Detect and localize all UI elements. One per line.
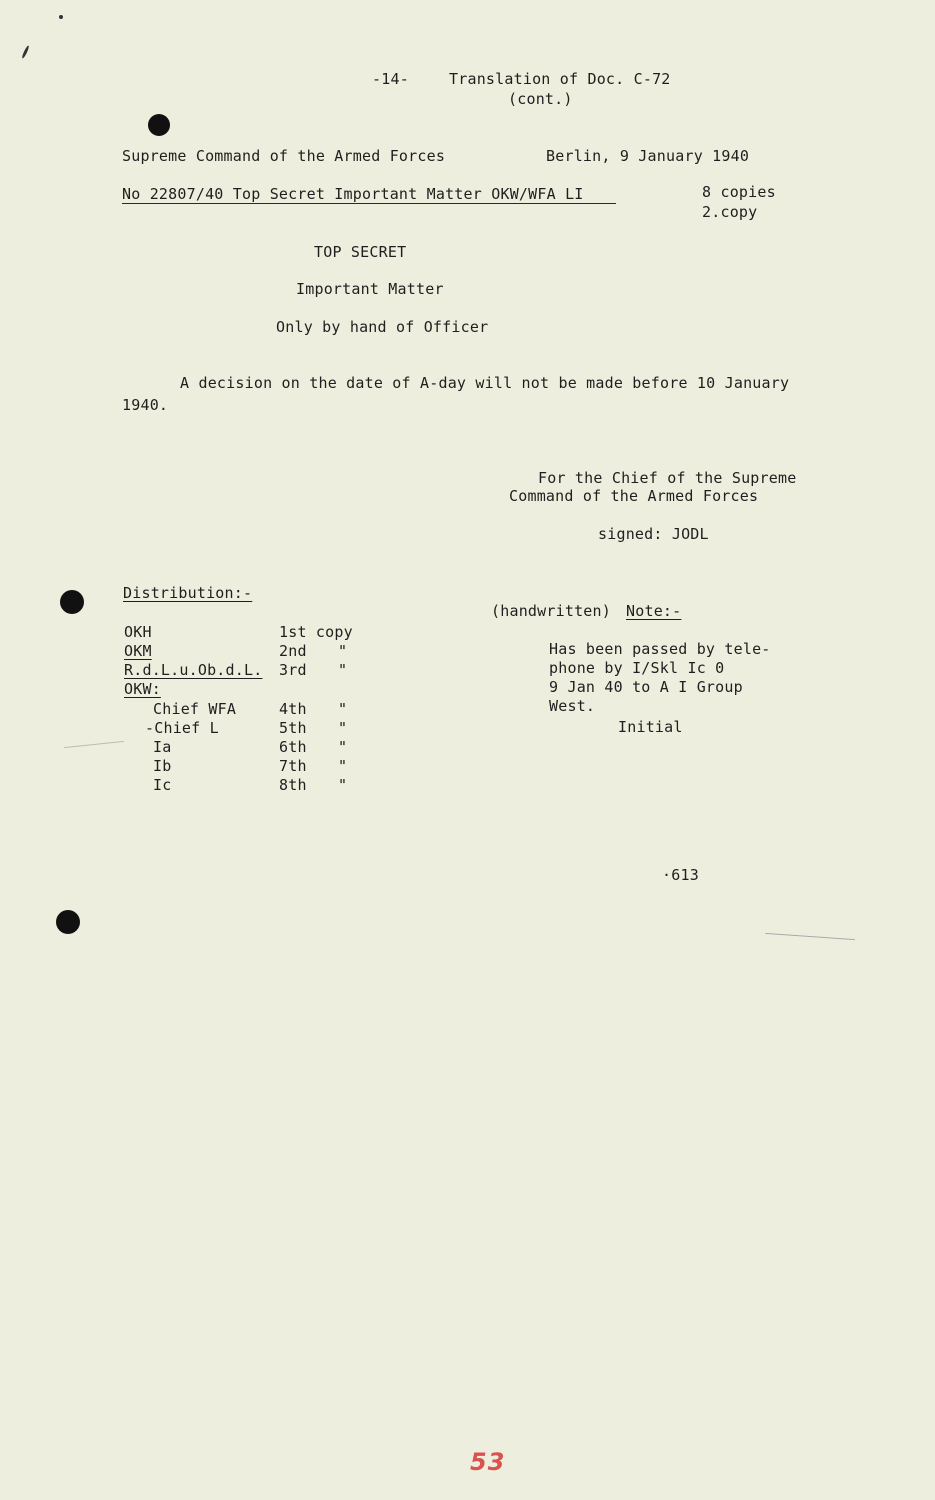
note-line: West. bbox=[549, 697, 596, 715]
distribution-copy: 2nd bbox=[279, 642, 307, 660]
note-line: phone by I/Skl Ic 0 bbox=[549, 659, 725, 677]
distribution-copy: 4th bbox=[279, 700, 307, 718]
signature-line2: Command of the Armed Forces bbox=[509, 487, 759, 505]
distribution-copy: 8th bbox=[279, 776, 307, 794]
body-paragraph-line1: A decision on the date of A-day will not be made before 10 January bbox=[180, 374, 790, 392]
distribution-copy: 1st copy bbox=[279, 623, 353, 641]
distribution-name: R.d.L.u.Ob.d.L. bbox=[124, 661, 263, 679]
ink-mark bbox=[59, 15, 63, 19]
distribution-copy: 5th bbox=[279, 719, 307, 737]
classification-important: Important Matter bbox=[296, 280, 444, 298]
distribution-name: Chief WFA bbox=[153, 700, 237, 718]
distribution-name: OKW: bbox=[124, 680, 161, 698]
reference-line: No 22807/40 Top Secret Important Matter OKW/WFA LI bbox=[122, 185, 584, 203]
distribution-name: Ia bbox=[153, 738, 172, 756]
ditto-mark: " bbox=[338, 642, 348, 660]
copy-number: 2.copy bbox=[702, 203, 758, 221]
archive-number: ·613 bbox=[662, 866, 699, 884]
note-heading: Note:- bbox=[626, 602, 682, 620]
punch-hole-bottom bbox=[56, 910, 80, 934]
ditto-mark: " bbox=[338, 700, 348, 718]
signature-line1: For the Chief of the Supreme bbox=[538, 469, 797, 487]
distribution-name: OKM bbox=[124, 642, 152, 660]
sender-line: Supreme Command of the Armed Forces bbox=[122, 147, 446, 165]
copies-count: 8 copies bbox=[702, 183, 776, 201]
page-stamp: 53 bbox=[470, 1448, 506, 1476]
signed-jodl: signed: JODL bbox=[598, 525, 709, 543]
body-paragraph-line2: 1940. bbox=[122, 396, 169, 414]
classification-top-secret: TOP SECRET bbox=[314, 243, 407, 261]
document-title: Translation of Doc. C-72 bbox=[449, 70, 671, 88]
distribution-name: -Chief L bbox=[145, 719, 219, 737]
ditto-mark: " bbox=[338, 719, 348, 737]
distribution-name: Ib bbox=[153, 757, 172, 775]
page-number: -14- bbox=[372, 70, 409, 88]
stray-mark bbox=[64, 741, 124, 748]
punch-hole-middle bbox=[60, 590, 84, 614]
classification-officer: Only by hand of Officer bbox=[276, 318, 489, 336]
ditto-mark: " bbox=[338, 738, 348, 756]
place-date: Berlin, 9 January 1940 bbox=[546, 147, 750, 165]
continuation-label: (cont.) bbox=[508, 90, 573, 108]
note-line: Has been passed by tele- bbox=[549, 640, 771, 658]
note-initial: Initial bbox=[618, 718, 683, 736]
distribution-copy: 7th bbox=[279, 757, 307, 775]
reference-underline bbox=[122, 203, 616, 204]
stray-mark bbox=[765, 933, 855, 940]
ditto-mark: " bbox=[338, 661, 348, 679]
ink-mark bbox=[21, 45, 30, 59]
punch-hole-top bbox=[148, 114, 170, 136]
note-label: (handwritten) bbox=[491, 602, 621, 620]
ditto-mark: " bbox=[338, 757, 348, 775]
distribution-name: Ic bbox=[153, 776, 172, 794]
ditto-mark: " bbox=[338, 776, 348, 794]
distribution-heading: Distribution:- bbox=[123, 584, 253, 602]
distribution-copy: 6th bbox=[279, 738, 307, 756]
distribution-name: OKH bbox=[124, 623, 152, 641]
distribution-copy: 3rd bbox=[279, 661, 307, 679]
note-line: 9 Jan 40 to A I Group bbox=[549, 678, 743, 696]
